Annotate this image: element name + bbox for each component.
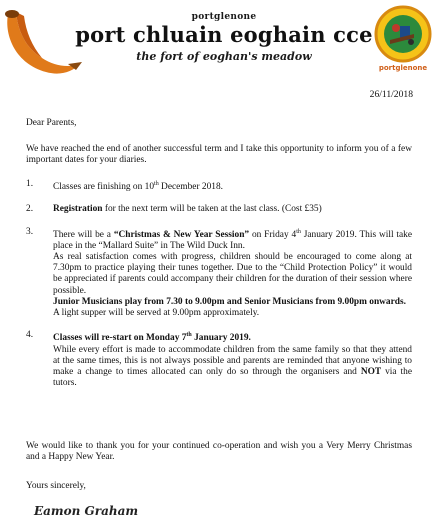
greeting: Dear Parents, (26, 118, 77, 128)
item-text: There will be a (53, 229, 114, 240)
crest-label: portglenone (378, 64, 428, 72)
ordinal-suffix: th (154, 181, 159, 187)
item-text: January 2019. This will take place in the “Mallard Suite” in The Wild Duck Inn. (53, 229, 412, 251)
item-text: December 2018. (158, 182, 224, 193)
dates-list (26, 179, 412, 400)
letterhead-town: portglenone (191, 12, 257, 22)
list-item (26, 227, 412, 320)
list-number: 1. (26, 179, 34, 189)
item-bold-text: Registration (53, 204, 103, 215)
letterhead-title: port chluain eoghain cce (75, 22, 373, 47)
item-text: While every effort is made to accommodate children from the same family so that they attend at the same times, this is not always possible and parents are reminded that anyone wishing to make a change to times allocated can only do so through the organisers and (53, 344, 412, 378)
item-bold-text: “Christmas & New Year Session” (113, 229, 250, 240)
list-item (26, 179, 412, 193)
item-text: for the next term will be taken at the last class. (Cost £35) (102, 204, 322, 215)
item-text: on Friday 4 (249, 229, 297, 240)
item-text: via the tutors. (53, 367, 412, 389)
item-bold-text: Classes will re-start on Monday 7 (53, 333, 187, 344)
item-bold-text: January 2019. (191, 333, 251, 344)
item-paragraph: As real satisfaction comes with progress, children should be encouraged to come along at 7.30pm to practice playing their tunes together. Due to the “Child Protection Policy” it would be appreciated if parents could accompany their children for the duration of their session where possible. (53, 252, 412, 296)
list-number: 3. (26, 226, 34, 237)
item-bold-paragraph: Junior Musicians play from 7.30 to 9.00pm and Senior Musicians from 9.00pm onwards. (53, 296, 406, 307)
letter-date: 26/11/2018 (369, 89, 413, 100)
item-paragraph: A light supper will be served at 9.00pm approximately. (53, 308, 260, 319)
intro-paragraph: We have reached the end of another successful term and I take this opportunity to inform you of a few important dates for your diaries. (26, 144, 412, 166)
signature: Eamon Graham (34, 504, 139, 518)
ordinal-suffix: th (186, 332, 192, 339)
item-bold-text: NOT (360, 367, 382, 378)
letterhead-subtitle: the fort of eoghan's meadow (136, 50, 312, 63)
list-number: 4. (26, 330, 34, 341)
ordinal-suffix: th (296, 228, 301, 235)
list-item (26, 330, 412, 389)
item-text: Classes are finishing on 10 (53, 182, 155, 193)
list-number: 2. (26, 204, 34, 215)
list-item (26, 204, 412, 215)
sign-off: Yours sincerely, (26, 481, 86, 491)
closing-paragraph: We would like to thank you for your continued co-operation and wish you a Very Merry Christmas and a Happy New Year. (26, 441, 412, 463)
